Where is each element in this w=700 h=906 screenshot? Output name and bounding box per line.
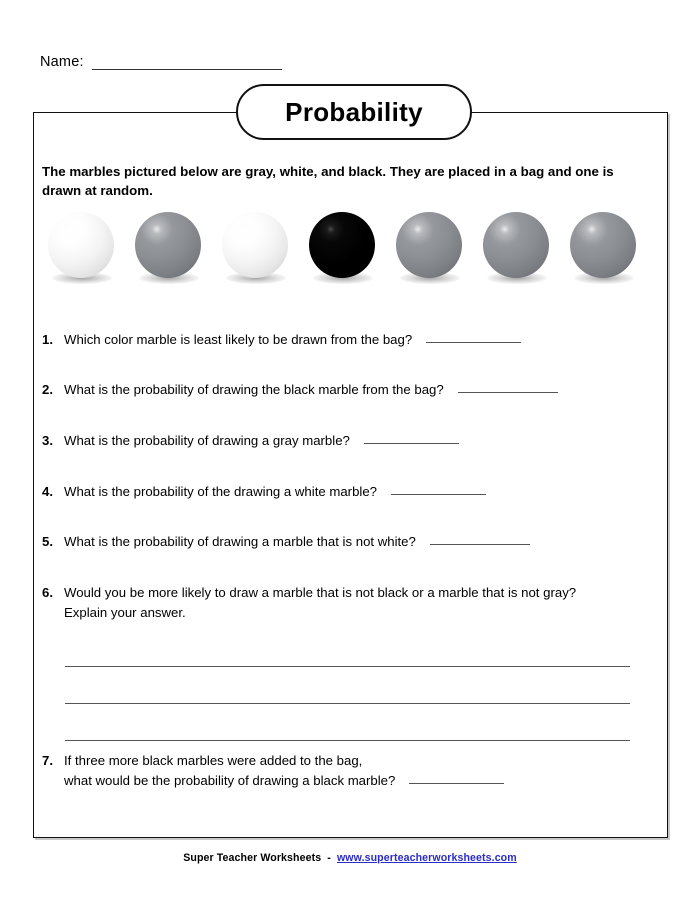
footer-brand: Super Teacher Worksheets <box>183 852 322 864</box>
question-text: Would you be more likely to draw a marble that is not black or a marble that is not gray? <box>64 585 577 600</box>
marble-5-gray <box>396 212 466 290</box>
marble-sphere-gray <box>135 212 201 278</box>
question-6 <box>42 583 642 623</box>
answer-ruled-line[interactable] <box>65 630 630 667</box>
name-label: Name: <box>40 54 84 70</box>
question-text-line2: what would be the probability of drawing a black marble? <box>64 772 396 788</box>
answer-ruled-line[interactable] <box>65 704 630 741</box>
answer-blank[interactable] <box>458 392 558 393</box>
page-title: Probability <box>285 97 423 127</box>
question-body <box>64 751 642 791</box>
question-2 <box>42 380 642 400</box>
question-number: 7. <box>42 753 53 768</box>
question-number: 4. <box>42 484 53 499</box>
question-1 <box>42 330 642 350</box>
marble-illustration <box>48 212 648 294</box>
question-number: 1. <box>42 332 53 347</box>
answer-lines-group <box>65 630 630 741</box>
question-body <box>64 482 642 502</box>
question-3 <box>42 431 642 451</box>
question-text-line2: Explain your answer. <box>64 604 186 620</box>
answer-blank[interactable] <box>391 494 486 495</box>
footer-link[interactable]: www.superteacherworksheets.com <box>336 852 517 864</box>
marble-6-gray <box>483 212 553 290</box>
question-5 <box>42 532 642 552</box>
question-text: What is the probability of the drawing a white marble? <box>64 484 377 499</box>
question-7 <box>42 751 642 791</box>
name-input-blank[interactable] <box>92 56 282 70</box>
answer-ruled-line[interactable] <box>65 667 630 704</box>
answer-blank[interactable] <box>430 544 530 545</box>
marble-3-white <box>222 212 292 290</box>
title-banner <box>236 84 472 140</box>
marble-4-black <box>309 212 379 290</box>
marble-7-gray <box>570 212 640 290</box>
question-4 <box>42 482 642 502</box>
question-text: What is the probability of drawing the black marble from the bag? <box>64 382 444 397</box>
question-text: What is the probability of drawing a marble that is not white? <box>64 534 416 549</box>
answer-blank[interactable] <box>409 783 504 784</box>
question-body <box>64 330 642 350</box>
marble-sphere-black <box>309 212 375 278</box>
footer-separator: - <box>327 852 331 864</box>
question-body <box>64 532 642 552</box>
question-text: Which color marble is least likely to be drawn from the bag? <box>64 332 413 347</box>
marble-1-white <box>48 212 118 290</box>
intro-text: The marbles pictured below are gray, white, and black. They are placed in a bag and one is drawn at random. <box>42 164 614 199</box>
marble-sphere-gray <box>396 212 462 278</box>
question-body <box>64 431 642 451</box>
question-number: 2. <box>42 382 53 397</box>
marble-sphere-gray <box>570 212 636 278</box>
name-row <box>40 55 282 70</box>
question-text: What is the probability of drawing a gray marble? <box>64 433 350 448</box>
marble-sphere-white <box>222 212 288 278</box>
question-number: 5. <box>42 534 53 549</box>
marble-sphere-white <box>48 212 114 278</box>
footer <box>0 852 700 864</box>
question-body <box>64 583 642 623</box>
question-body <box>64 380 642 400</box>
question-text: If three more black marbles were added to the bag, <box>64 753 363 768</box>
answer-blank[interactable] <box>426 342 521 343</box>
marble-sphere-gray <box>483 212 549 278</box>
question-number: 6. <box>42 585 53 600</box>
answer-blank[interactable] <box>364 443 459 444</box>
marble-2-gray <box>135 212 205 290</box>
question-number: 3. <box>42 433 53 448</box>
